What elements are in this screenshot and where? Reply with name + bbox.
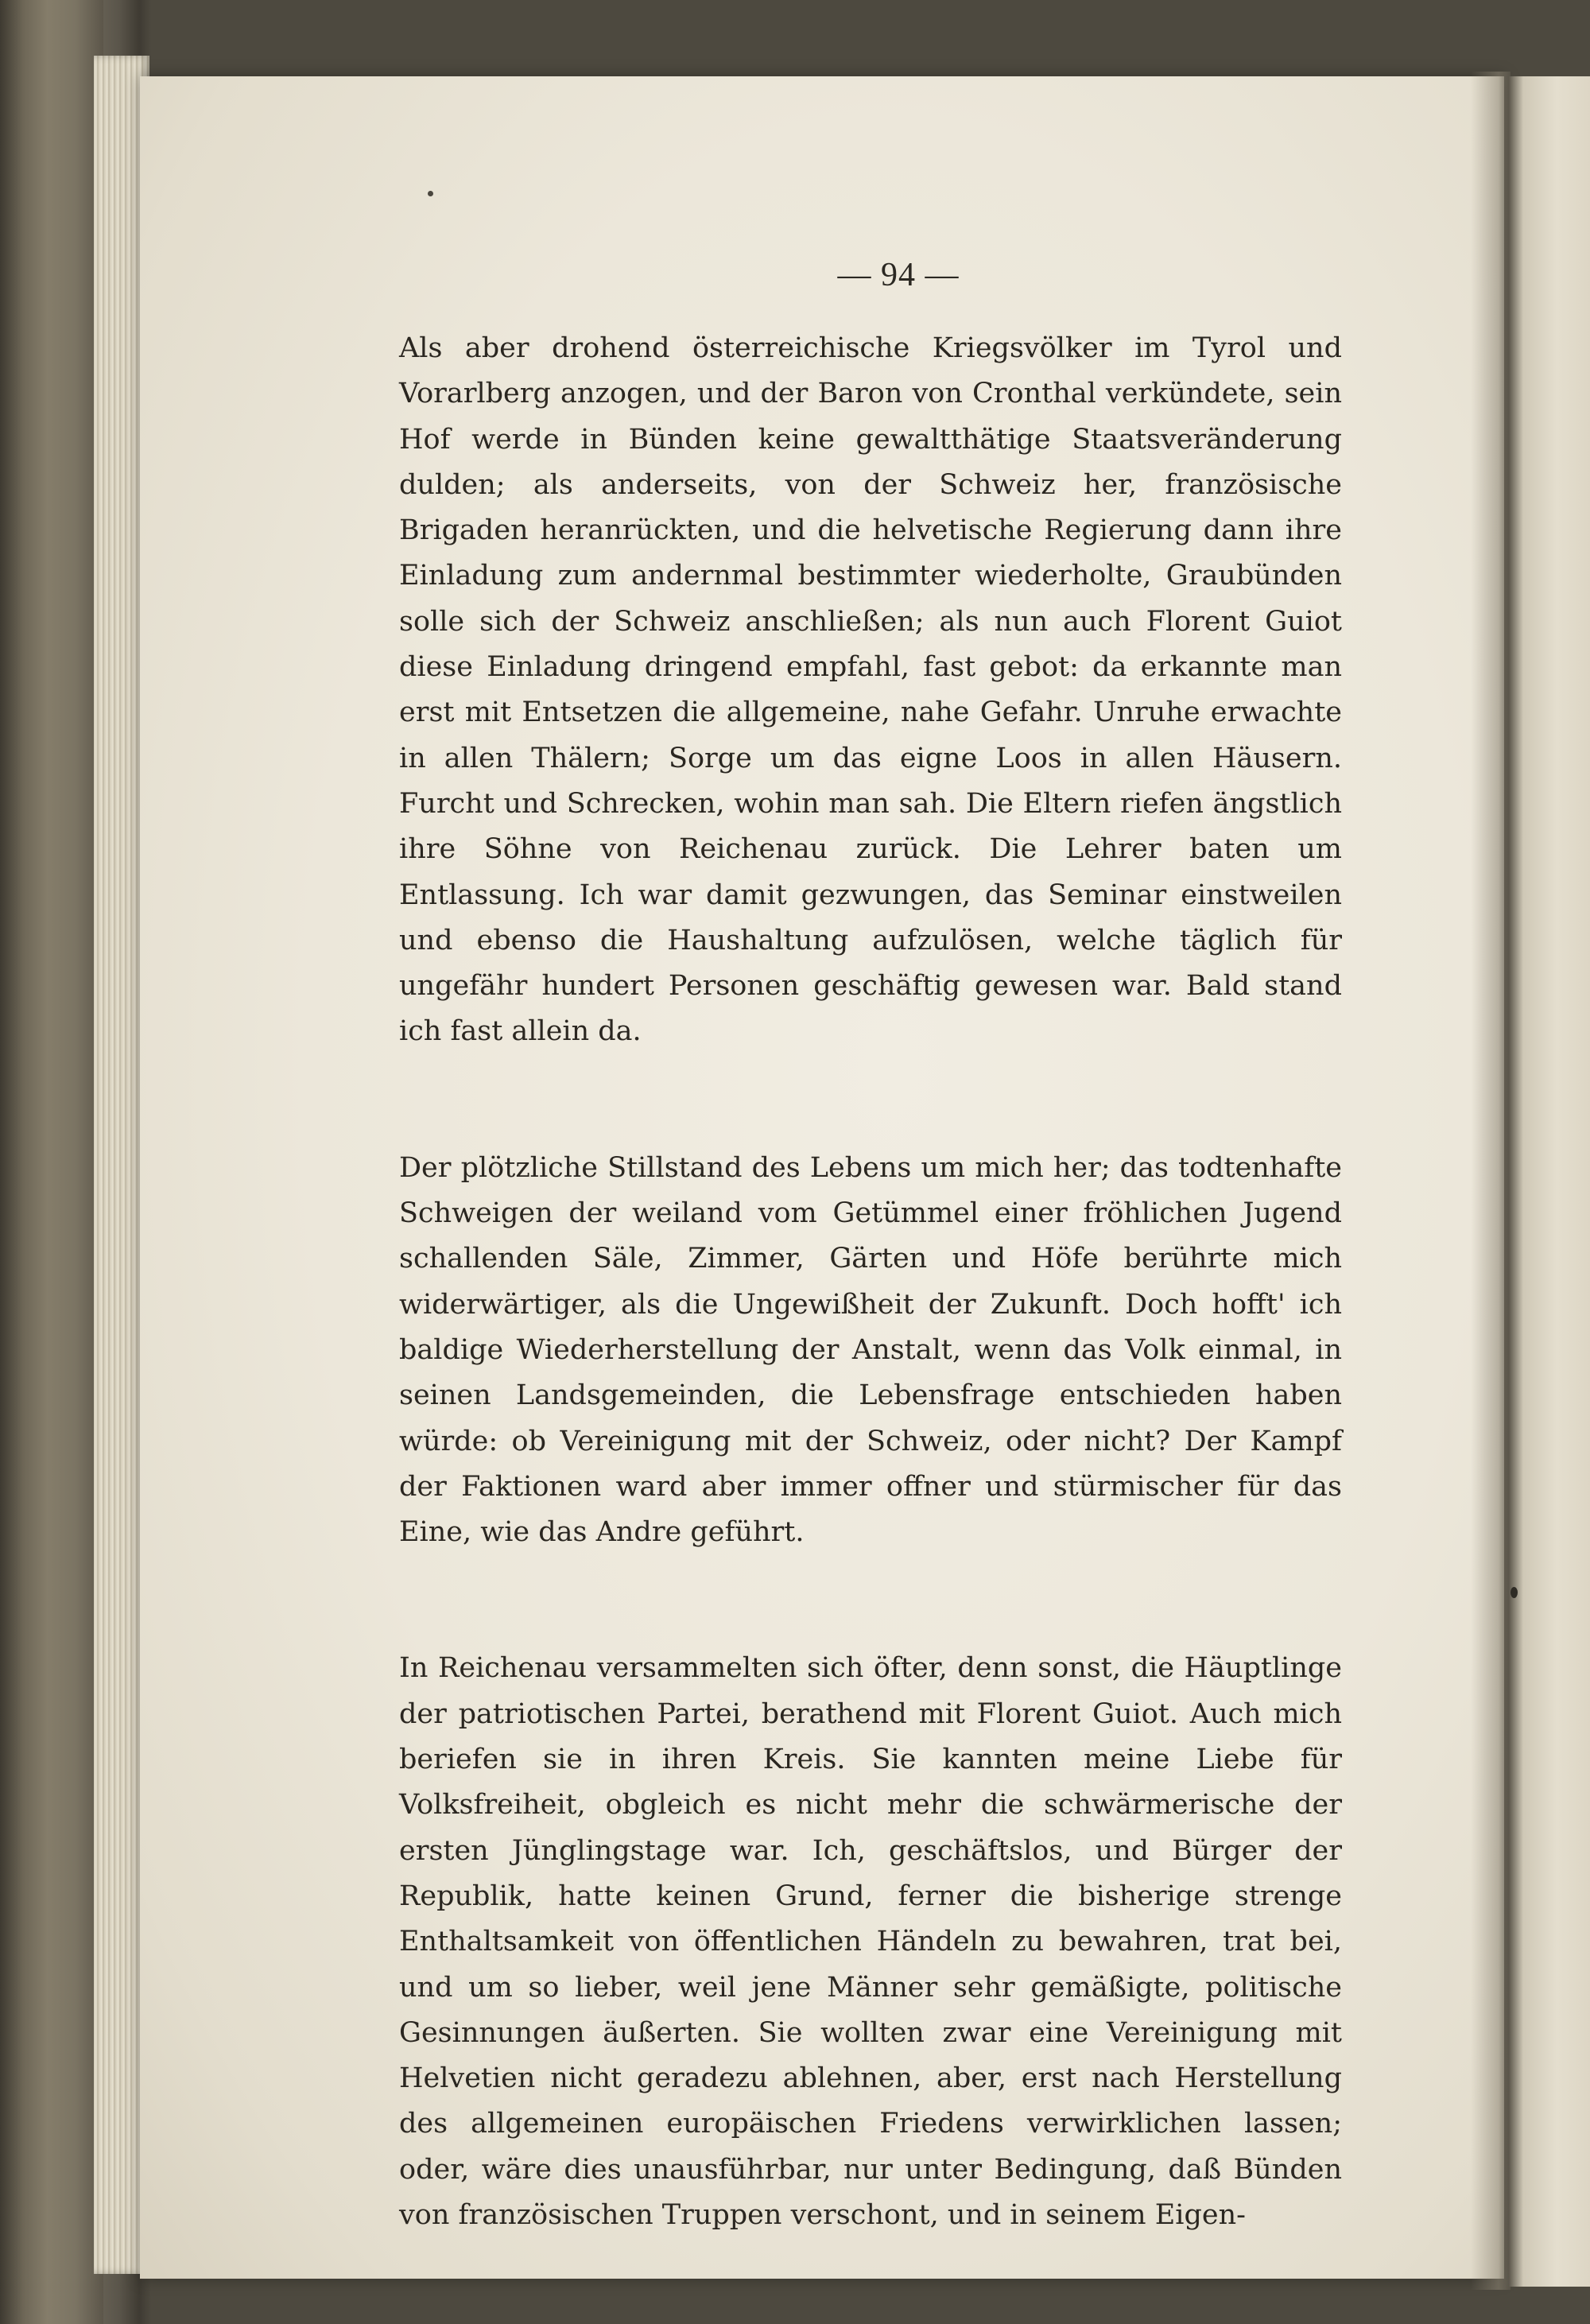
paragraph: Als aber drohend österreichische Kriegsvölker im Tyrol und Vorarlberg anzogen, und der Baron von Cronthal verkündete, sein Hof werde in Bünden keine gewaltthätige Staatsveränderung dulden; als anderseits, von der Schweiz her, französische Brigaden heranrückten, und die helvetische Regierung dann ihre Einladung zum andernmal bestimmter wiederholte, Graubünden solle sich der Schweiz anschließen; als nun auch Florent Guiot diese Einladung dringend empfahl, fast gebot: da erkannte man erst mit Entsetzen die allgemeine, nahe Gefahr. Unruhe erwachte in allen Thälern; Sorge um das eigne Loos in allen Häusern. Furcht und Schrecken, wohin man sah. Die Eltern riefen ängstlich ihre Söhne von Reichenau zurück. Die Lehrer baten um Entlassung. Ich war damit gezwungen, das Seminar einstweilen und ebenso die Haushaltung aufzulösen, welche täglich für ungefähr hundert Personen geschäftig gewesen war. Bald stand ich fast allein da. [399, 332, 1342, 1048]
page-number: — 94 — [837, 257, 960, 293]
body-text [399, 326, 1342, 2238]
book-cover-edge [0, 0, 103, 2324]
ink-speck [1510, 1587, 1518, 1598]
paragraph-spacer [399, 1055, 1342, 1146]
paragraph: In Reichenau versammelten sich öfter, denn sonst, die Häuptlinge der patriotischen Partei, berathend mit Florent Guiot. Auch mich beriefen sie in ihren Kreis. Sie kannten meine Liebe für Volksfreiheit, obgleich es nicht mehr die schwärmerische der ersten Jünglingstage war. Ich, geschäftslos, und Bürger der Republik, hatte keinen Grund, ferner die bisherige strenge Enthaltsamkeit von öffentlichen Händeln zu bewahren, trat bei, und um so lieber, weil jene Männer sehr gemäßigte, politische Gesinnungen äußerten. Sie wollten zwar eine Vereinigung mit Helvetien nicht geradezu ablehnen, aber, erst nach Herstellung des allgemeinen europäischen Friedens verwirklichen lassen; oder, wäre dies unausführbar, nur unter Bedingung, daß Bünden von französischen Truppen verschont, und in seinem Eigen- [399, 1652, 1342, 2231]
facing-page-edge [1509, 76, 1590, 2287]
ink-speck [428, 191, 433, 196]
paragraph: Der plötzliche Stillstand des Lebens um mich her; das todtenhafte Schweigen der weiland vom Getümmel einer fröhlichen Jugend schallenden Säle, Zimmer, Gärten und Höfe berührte mich widerwärtiger, als die Ungewißheit der Zukunft. Doch hofft' ich baldige Wiederherstellung der Anstalt, wenn das Volk einmal, in seinen Landsgemeinden, die Lebensfrage entschieden haben würde: ob Vereinigung mit der Schweiz, oder nicht? Der Kampf der Faktionen ward aber immer offner und stürmischer für das Eine, wie das Andre geführt. [399, 1151, 1342, 1549]
paragraph-spacer [399, 1555, 1342, 1646]
gutter-shadow [1471, 72, 1510, 2290]
